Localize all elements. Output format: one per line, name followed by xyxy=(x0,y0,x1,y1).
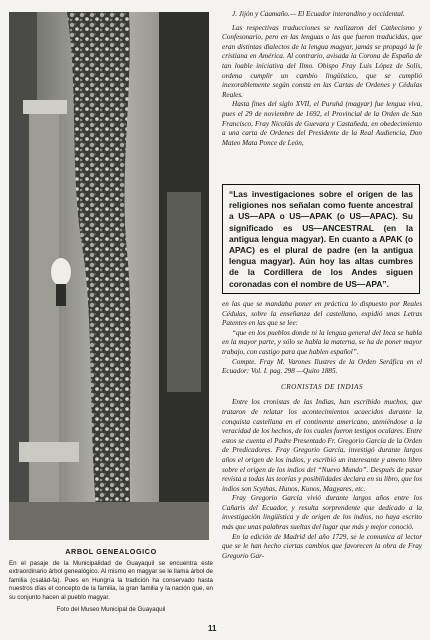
caption-text: En el pasaje de la Municipalidad de Guayaquil se encuentra este extraordinario árbol genealógico. Al mismo en magyar se le llama árbol de familia (család-fa). Pues en Hungría la tradición ha conservado hasta nuestros días el concepto de la familia, la gran familia y la nación que, en su conjunto hacen al pueblo magyar. xyxy=(9,559,213,601)
citation-paragraph: Compte. Fray M. Varones Ilustres de la Orden Seráfica en el Ecuador: Vol. I. pag. 298 —Quito 1885. xyxy=(222,357,422,376)
page-number: 11 xyxy=(208,624,217,633)
photo-caption xyxy=(9,548,213,614)
body-paragraph: Entre los cronistas de las Indias, han escribido muchos, que trataron de relatar los acontecimientos acaecidos durante la conquista castellana en el continente americano, ateniéndose a la veracidad de los hechos, de los cuales fueron testigos oculares. Entre estos se cuenta el Padre Presentado Fr. Gregorio García de la Orden de Predicadores. Fray Gregorio García, investigó durante largos años el origen de los indios, y escribió un interesante y ameno libro sobre el origen de los indios del “Nuevo Mundo”. Después de pasar revista a todas las teorías y posibilidades declara en su libro, que los indios son Scythas, Hunos, Kunos, Magyares, etc. xyxy=(222,398,422,493)
body-paragraph: Fray Gregorio García vivió durante largos años entre los Cañaris del Ecuador, y resulta sorprendente que dedicado a la investigación lingüística y de origen de los indios, no haya escrito más que unas palabras sueltas del lugar que más y mejor conoció. xyxy=(222,494,422,532)
tree-photo-illustration xyxy=(9,12,209,540)
text-column-middle xyxy=(222,300,422,561)
body-paragraph: en las que se mandaba poner en práctica lo dispuesto por Reales Cédulas, sobre la enseñanza del castellano, expidió unas Letras Patentes en las que se lee: xyxy=(222,300,422,328)
section-heading: CRONISTAS DE INDIAS xyxy=(280,382,364,391)
genealogical-tree-photo xyxy=(9,12,209,540)
quoted-paragraph: “que en los pueblos donde ni la lengua general del Inca se habla en la mayor parte, y sólo se habla la materna, se ha de poner mayor trabajo, con castigo para que hablen español”. xyxy=(222,328,422,356)
body-paragraph: Las respectivas traducciones se realizaron del Cathecismo y Confesonario, pero en las lenguas o las que fueron traducidas, que eran distintas dialectos de la lengua magyar, jamás se propagó la fe cristiana en América. Al contrario, avisada la Corona de España de tan loable iniciativa del Ilmo. Obispo Fray Luis López de Solís, ordena cumplir un cambio lingüístico, que se cumplió inexorablemente según consta en las Cartas de Ordenes y Cédulas Reales. xyxy=(222,23,422,99)
highlighted-quote-box: “Las investigaciones sobre el origen de las religiones nos señalan como fuente ancestral a US—APA o US—APAK (o US—APAC). Su significado es US—ANCESTRAL (en la antigua lengua magyar). En cuanto a APAK (o APAC) es el plural de padre (en la antigua lengua magyar). Aún hoy las altas cumbres de la Cordillera de los Andes siguen coronadas con el nombre de US—APA”. xyxy=(222,184,420,294)
text-column-top xyxy=(222,10,422,148)
caption-title: ARBOL GENEALOGICO xyxy=(65,547,157,556)
photo-credit: Foto del Museo Municipal de Guayaquil xyxy=(56,605,166,613)
body-paragraph: En la edición de Madrid del año 1729, se le comunica al lector que se le han hecho ciertas cambios que favorecen la obra de Fray Gregorio Gar- xyxy=(222,532,422,560)
body-paragraph: Hasta fines del siglo XVII, el Puruhá (magyar) fue lengua viva, pues el 29 de noviembre de 1692, el Provincial de la Orden de San Francisco, Fray Nicolás de Guevara y Castañeda, en obedecimiento a una carta de Ordenes del Presidente de la Real Audiencia, Don Mateo Mata Ponce de León, xyxy=(222,100,422,147)
reference-paragraph: J. Jijón y Caamaño.— El Ecuador interandino y occidental. xyxy=(232,10,405,18)
